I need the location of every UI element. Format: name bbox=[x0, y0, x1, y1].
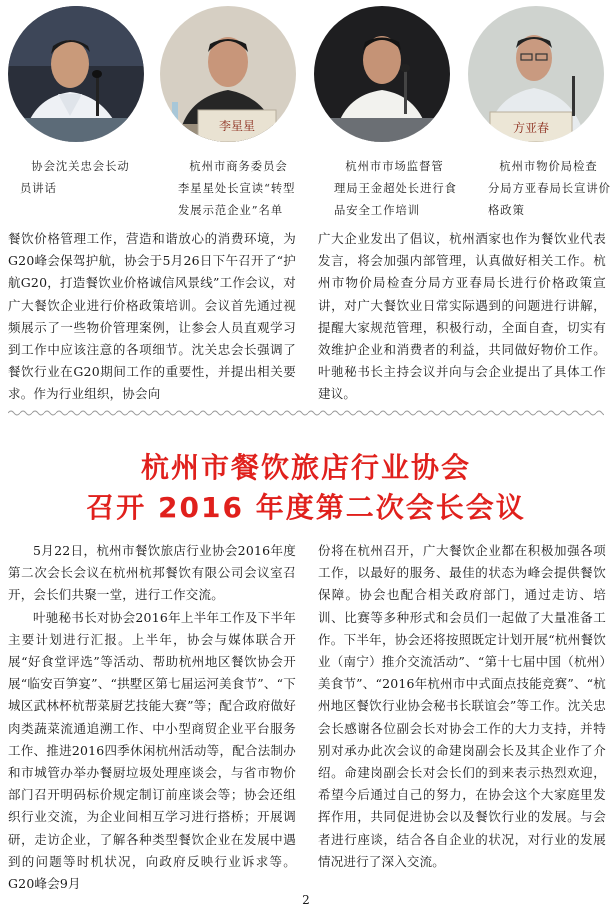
caption-line: 李星星处长宣读“转型 bbox=[178, 182, 296, 195]
caption-4 bbox=[488, 156, 612, 222]
caption-line: 发展示范企业”名单 bbox=[178, 204, 284, 217]
caption-line: 协会沈关忠会长动 bbox=[31, 160, 130, 173]
upper-left-column bbox=[8, 228, 296, 406]
body-paragraph: 5月22日，杭州市餐饮旅店行业协会2016年度第二次会长会议在杭州杭邦餐饮有限公司会议室召开，会长们共聚一堂，进行工作交流。 bbox=[8, 543, 296, 603]
article-title-line-1: 杭州市餐饮旅店行业协会 bbox=[140, 451, 471, 484]
caption-line: 分局方亚春局长宣讲价 bbox=[488, 182, 611, 195]
caption-3 bbox=[334, 156, 476, 222]
caption-1 bbox=[20, 156, 142, 200]
caption-line: 品安全工作培训 bbox=[334, 204, 421, 217]
photo-fang-yachun bbox=[468, 6, 604, 142]
body-paragraph: 广大企业发出了倡议，杭州酒家也作为餐饮业代表发言，将会加强内部管理，认真做好相关工作。杭州市物价局检查分局方亚春局长进行价格政策宣讲，对广大餐饮业日常实际遇到的问题进行讲解，提醒大家规范管理，积极行动，全面自查，切实有效维护企业和消费者的利益，共同做好物价工作。叶驰秘书长主持会议并向与会企业提出了具体工作建议。 bbox=[318, 231, 606, 402]
photo-li-xingxing bbox=[160, 6, 296, 142]
caption-line: 员讲话 bbox=[20, 182, 57, 195]
upper-right-column bbox=[318, 228, 606, 406]
body-paragraph: 份将在杭州召开，广大餐饮企业都在积极加强各项工作，以最好的服务、最佳的状态为峰会提供餐饮保障。协会也配合相关政府部门，通过走访、培训、比赛等多种形式和会员们一起做了大量准备工作。下半年，协会还将按照既定计划开展“杭州餐饮业（南宁）推介交流活动”、“第十七届中国（杭州）美食节”、“2016年杭州市中式面点技能竞赛”、“杭州地区餐饮行业协会秘书长联谊会”等工作。沈关忠会长感谢各位副会长对协会工作的大力支持，并特别对承办此次会议的命建岗副会长及其企业作了介绍。命建岗副会长对会长们的到来表示热烈欢迎，希望今后通过自己的努力，在协会这个大家庭里发挥作用，共同促进协会以及餐饮行业的发展。与会者进行座谈，结合各自企业的状况，对行业的发展情况进行了深入交流。 bbox=[318, 543, 606, 869]
caption-line: 理局王金超处长进行食 bbox=[334, 182, 457, 195]
lower-right-column bbox=[318, 540, 606, 873]
photo-captions bbox=[20, 156, 610, 216]
caption-2 bbox=[178, 156, 324, 222]
body-paragraph: 餐饮价格管理工作，营造和谐放心的消费环境，为G20峰会保驾护航，协会于5月26日下午召开了“护航G20，打造餐饮业价格诚信风景线”工作会议，对广大餐饮企业进行价格政策培训。会议首先通过视频展示了一些物价管理案例，让参会人员直观学习到工作中应该注意的各项细节。沈关忠会长强调了餐饮行业在G20期间工作的重要性，并提出相关要求。作为行业组织，协会向 bbox=[8, 231, 296, 402]
page-number: 2 bbox=[302, 893, 310, 907]
photo-row bbox=[8, 6, 604, 156]
photo-shen-guanzhong bbox=[8, 6, 144, 142]
section-divider bbox=[8, 409, 604, 417]
nameplate-text: 方亚春 bbox=[512, 121, 550, 135]
caption-line: 杭州市市场监督管 bbox=[345, 160, 444, 173]
photo-wang-jinchao bbox=[314, 6, 450, 142]
caption-line: 杭州市物价局检查 bbox=[499, 160, 598, 173]
caption-line: 格政策 bbox=[488, 204, 525, 217]
nameplate-text: 李星星 bbox=[218, 119, 256, 133]
article-title-line-2: 召开 2016 年度第二次会长会议 bbox=[86, 491, 526, 524]
caption-line: 杭州市商务委员会 bbox=[189, 160, 288, 173]
lower-left-column bbox=[8, 540, 296, 895]
body-paragraph: 叶驰秘书长对协会2016年上半年工作及下半年主要计划进行汇报。上半年，协会与媒体联合开展“好食堂评选”等活动、帮助杭州地区餐饮协会开展“临安百笋宴”、“拱墅区第七届运河美食节”、“下城区武林杯杭帮菜厨艺技能大赛”等；配合政府做好肉类蔬菜流通追溯工作、中小型商贸企业平台服务工作、推进2016四季休闲杭州活动等，配合法制办和市城管办举办餐厨垃圾处理座谈会，与省市物价部门召开明码标价规定制订前座谈会等；协会还组织行业交流，为企业间相互学习进行搭桥；开展调研，走访企业，了解各种类型餐饮企业在发展中遇到的问题等时机状况，向政府反映行业诉求等。G20峰会9月 bbox=[8, 609, 296, 892]
